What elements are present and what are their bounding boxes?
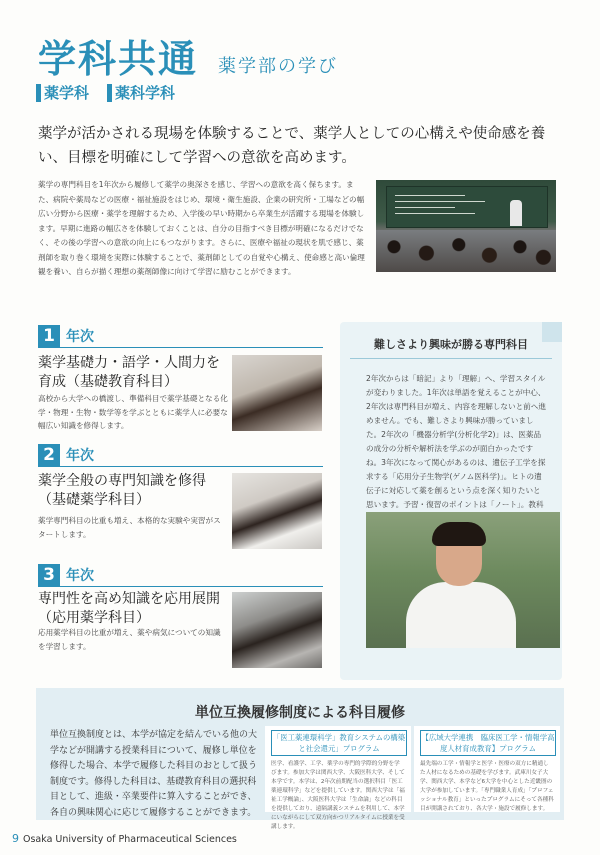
program-card-2-title: 【広域大学連携 臨床医工学・情報学高度人材育成教育】プログラム [420,730,556,756]
year-2-text: 薬学専門科目の比重も増え、本格的な実験や実習がスタートします。 [38,516,221,539]
intro-text: 薬学の専門科目を1年次から履修して薬学の奥深さを感じ、学習への意欲を高く保ちます。また、病院や薬局などの医療・福祉施設をはじめ、環境・衛生施設、企業の研究所・工場などの幅広い分野から医療・薬学を理解するため、入学後の早い時期から卒業生が活躍する現場を体験します。早期に進路の幅広さを体験しておくことは、自分の目指すべき目標が明確になるだけでなく、その後の学習への意欲の向上にもつながります。さらに、医療や福祉の現状を肌で感じ、薬剤師を取り巻く環境を実際に体験することで、薬剤師としての自覚や心構え、使命感と高い倫理観を養い、自らが描く理想の薬剤師像に向けて学習に励むことができます。 [38,180,365,276]
student-hair [432,522,486,546]
program-card-1-text: 医学、看護学、工学、薬学の専門的学際的分野を学びます。参加大学は関西大学、大阪医科大学、そして本学です。本学は、2年次前期配当の選択科目「医工薬連環科学」などを提供しています。関西大学は「福祉工学概論」、大阪医科大学は「生命論」などの科目を提供しており、遠隔講義システムを利用して、本学にいながらにして双方向かつリアルタイムに授業を受講します。 [271,761,405,830]
credit-transfer-title: 単位互換履修制度による科目履修 [195,705,405,721]
year-1-header [38,325,323,348]
year-1-photo [232,355,322,431]
year-1-label: 年次 [66,329,94,345]
year-1-number: 1 [38,325,60,347]
year-3-header [38,564,323,587]
year-2-header [38,444,323,467]
lecturer-figure [510,200,522,226]
university-name: Osaka University of Pharmaceutical Sciences [23,834,237,845]
year-3-number: 3 [38,564,60,586]
student-voice-text: 2年次からは「暗記」より「理解」へ、学習スタイルが変わりました。1年次は単語を覚えることが中心、2年次は専門科目が増え、内容を理解しないと前へ進めません。でも、難しさより興味が勝っていました。2年次の「機器分析学(分析化学2)」は、医薬品の成分の分析や解析法を学ぶのが面白かったですね。3年次になって関心があるのは、遺伝子工学を探求する「応用分子生物学(ゲノム医科学)」。ヒトの遺伝子に対応して薬を創るという点を深く知りたいと思います。予習・復習のポイントは「ノート」。教科 [366,374,546,509]
year-1-heading: 薬学基礎力・語学・人間力を育成（基礎教育科目） [38,355,220,390]
blackboard [386,186,548,228]
year-3-label: 年次 [66,568,94,584]
student-voice-title: 難しさより興味が勝る専門科目 [350,336,552,359]
student-portrait [366,512,560,648]
page-footer [12,832,237,845]
lead-text: 薬学が活かされる現場を体験することで、薬学人としての心構えや使命感を養い、目標を明確にして学習への意欲を高めます。 [38,126,546,166]
year-2-photo [232,473,322,549]
year-2-label: 年次 [66,448,94,464]
program-card-1 [265,726,411,830]
tag-pharmacy: 薬学科 [36,84,89,102]
page-number: 9 [12,832,19,845]
classroom-photo [376,180,556,272]
program-card-2-text: 最先端の工学・情報学と医学・医療の双方に精通した人材になるための基礎を学びます。武庫川女子大学、関西大学、本学など6大学を中心とした近畿圏の大学が参加しています。「専門職業人育成」「プロフェッショナル教育」といったプログラムにそって各種科目が開講されており、各大学・施設で履修します。 [420,761,554,812]
year-3-photo [232,592,322,668]
credit-transfer-text: 単位互換制度とは、本学が協定を結んでいる他の大学などが開講する授業科目について、履修し単位を修得した場合、本学で履修した科目のおとして扱う制度です。修得した科目は、基礎教育科目の選択科目として、進級・卒業要件に算入することができ、各自の興味関心に応じて履修することができます。 [50,730,258,818]
page-subtitle: 薬学部の学び [218,56,338,77]
tag-pharmaceutical-science: 薬科学科 [107,84,175,102]
department-tags [36,82,193,103]
year-1-text: 高校から大学への橋渡し、準備科目で薬学基礎となる化学・物理・生物・数学等を学ぶとともに薬学人に必要な幅広い知識を修得します。 [38,394,228,430]
year-2-number: 2 [38,444,60,466]
students-audience [376,230,556,272]
year-3-text: 応用薬学科目の比重が増え、薬や病気についての知識を学習します。 [38,628,221,651]
year-2-heading: 薬学全般の専門知識を修得（基礎薬学科目） [38,473,206,508]
year-3-heading: 専門性を高め知識を応用展開（応用薬学科目） [38,591,220,626]
program-card-2 [414,726,560,812]
page-title: 学科共通 [38,37,199,81]
program-card-1-title: 「医工薬連環科学」教育システムの構築と社会還元」プログラム [271,730,407,756]
student-shirt [406,582,516,648]
